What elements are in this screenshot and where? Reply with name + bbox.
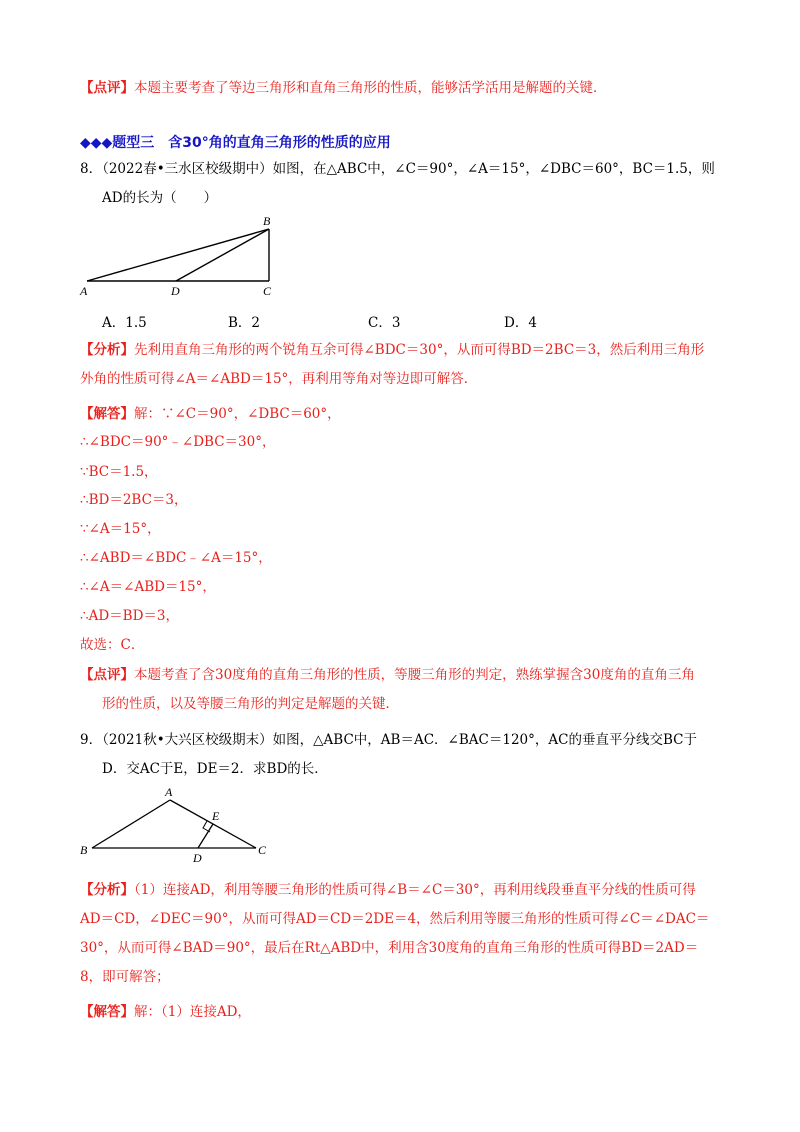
solution-text: 解：∵∠C＝90°，∠DBC＝60°， [134, 406, 341, 422]
q9-figure [76, 778, 276, 868]
remark-tag: 【点评】 [80, 80, 134, 96]
q8-solution-line8: ∴AD＝BD＝3， [80, 608, 179, 624]
label-C: C [258, 843, 267, 857]
solution-tag: 【解答】 [80, 406, 134, 422]
solution-text: 解：（1）连接AD， [134, 1004, 251, 1020]
remark-q7 [80, 78, 607, 98]
q8-analysis-line2: 外角的性质可得∠A＝∠ABD＝15°，再利用等角对等边即可解答． [80, 371, 478, 387]
solution-tag: 【解答】 [80, 1004, 134, 1020]
q9-analysis-line2: AD＝CD，∠DEC＝90°，从而可得AD＝CD＝2DE＝4，然后利用等腰三角形的性质可得∠C＝∠DAC＝ [80, 911, 710, 927]
label-B: B [263, 214, 271, 228]
label-D: D [171, 284, 180, 298]
label-D: D [193, 851, 202, 865]
q8-solution-line4: ∴BD＝2BC＝3， [80, 492, 188, 508]
q8-stem-line2: AD的长为（ ） [102, 190, 218, 206]
q8-solution-line3: ∵BC＝1.5， [80, 464, 158, 480]
label-B: B [80, 843, 88, 857]
q8-choice-d: D．4 [504, 315, 537, 331]
q8-remark-line1 [80, 665, 695, 685]
q9-solution-line1 [80, 1002, 251, 1022]
remark-text: 本题考查了含30度角的直角三角形的性质，等腰三角形的判定，熟练掌握含30度角的直角三角 [134, 667, 695, 683]
q8-choice-a: A．1.5 [102, 315, 147, 331]
segment-DE [198, 824, 213, 848]
label-A: A [165, 785, 173, 799]
segment-DB [176, 229, 269, 281]
segment-AB [92, 800, 170, 848]
q8-figure [78, 212, 288, 302]
q8-solution-line6: ∴∠ABD＝∠BDC﹣∠A＝15°， [80, 550, 272, 566]
q8-solution-line5: ∵∠A＝15°， [80, 521, 161, 537]
q8-choice-b: B．2 [228, 315, 261, 331]
label-A: A [80, 284, 88, 298]
remark-tag: 【点评】 [80, 667, 134, 683]
q8-remark-line2: 形的性质，以及等腰三角形的判定是解题的关键． [102, 696, 399, 712]
q9-analysis-line1 [80, 880, 696, 900]
segment-AB [87, 229, 269, 281]
q8-solution-line2: ∴∠BDC＝90°﹣∠DBC＝30°， [80, 434, 276, 450]
section-title: ◆◆◆题型三 含30°角的直角三角形的性质的应用 [80, 135, 391, 151]
q9-stem-line2: D．交AC于E，DE＝2．求BD的长． [102, 761, 328, 777]
remark-text: 本题主要考查了等边三角形和直角三角形的性质，能够活学活用是解题的关键． [134, 80, 607, 96]
q8-analysis-line1 [80, 340, 704, 360]
analysis-tag: 【分析】 [80, 342, 134, 358]
q8-choice-c: C．3 [368, 315, 401, 331]
q8-stem-line1: 8．（2022春•三水区校级期中）如图，在△ABC中，∠C＝90°，∠A＝15°，∠DBC＝60°，BC＝1.5，则 [80, 161, 715, 177]
q9-analysis-line4: 8，即可解答； [80, 969, 170, 985]
q8-solution-line7: ∴∠A＝∠ABD＝15°， [80, 579, 216, 595]
label-E: E [212, 809, 220, 823]
q9-analysis-line3: 30°，从而可得∠BAD＝90°，最后在Rt△ABD中，利用含30度角的直角三角形的性质可得BD＝2AD＝ [80, 940, 699, 956]
label-C: C [263, 284, 272, 298]
analysis-text: 先利用直角三角形的两个锐角互余可得∠BDC＝30°，从而可得BD＝2BC＝3，然后利用三角形 [134, 342, 705, 358]
analysis-tag: 【分析】 [80, 882, 134, 898]
q8-solution-line1 [80, 404, 341, 424]
q9-stem-line1: 9．（2021秋•大兴区校级期末）如图，△ABC中，AB＝AC．∠BAC＝120°，AC的垂直平分线交BC于 [80, 732, 697, 748]
analysis-text: （1）连接AD，利用等腰三角形的性质可得∠B＝∠C＝30°，再利用线段垂直平分线的性质可得 [134, 882, 696, 898]
q8-solution-line9: 故选：C． [80, 637, 145, 653]
